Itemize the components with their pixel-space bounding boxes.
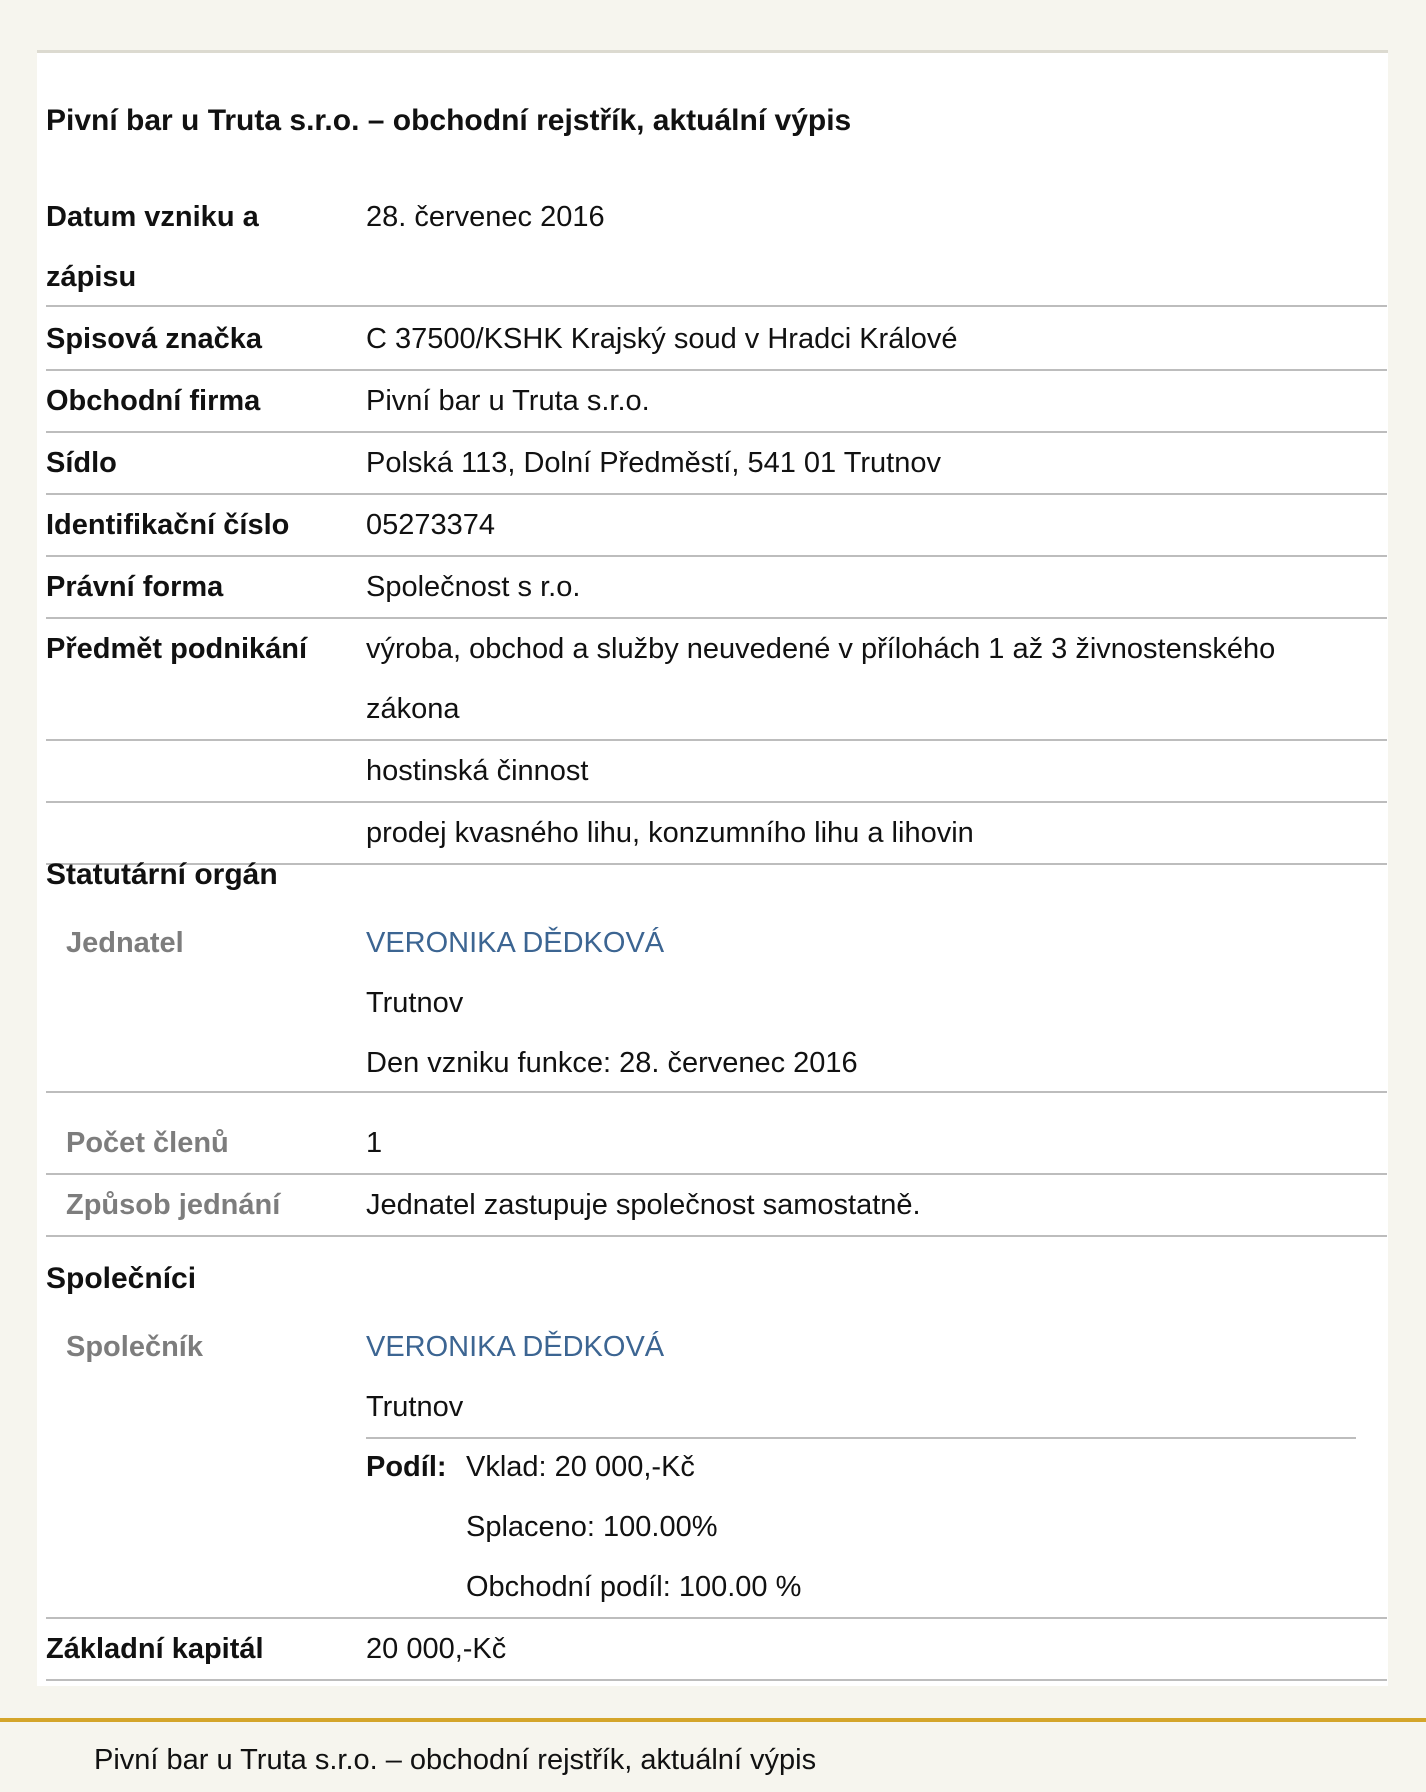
row-label: Předmět podnikání — [46, 633, 308, 665]
row-value: 20 000,-Kč — [366, 1633, 507, 1665]
row-spisova-znacka — [46, 309, 1387, 371]
row-value: 28. červenec 2016 — [366, 201, 605, 233]
section-heading-statutarni-organ: Statutární orgán — [46, 858, 278, 891]
row-spolecnik — [46, 1317, 1387, 1619]
row-label: Obchodní firma — [46, 385, 261, 417]
row-value: 1 — [366, 1127, 383, 1159]
person-city: Trutnov — [366, 987, 464, 1019]
row-value: Společnost s r.o. — [366, 571, 581, 603]
predmet-item-line-cont: zákona — [366, 693, 460, 725]
row-value: Pivní bar u Truta s.r.o. — [366, 385, 650, 417]
row-label: Identifikační číslo — [46, 509, 290, 541]
share-paid: Splaceno: 100.00% — [466, 1511, 718, 1543]
row-label: Počet členů — [66, 1127, 229, 1159]
row-predmet-podnikani — [46, 619, 1387, 741]
row-value: 05273374 — [366, 509, 496, 541]
page-footer — [0, 1718, 1426, 1792]
row-sidlo — [46, 433, 1387, 495]
row-label: Základní kapitál — [46, 1633, 264, 1665]
row-label: Společník — [66, 1331, 203, 1363]
footer-title: Pivní bar u Truta s.r.o. – obchodní rejstřík, aktuální výpis — [94, 1744, 817, 1776]
row-label: Právní forma — [46, 571, 224, 603]
predmet-item-line: výroba, obchod a služby neuvedené v přílohách 1 až 3 živnostenského — [366, 633, 1276, 665]
share-ownership: Obchodní podíl: 100.00 % — [466, 1571, 802, 1603]
row-jednatel — [46, 913, 1387, 1093]
row-label-cont: zápisu — [46, 261, 137, 293]
row-datum-vzniku — [46, 187, 1387, 307]
page-title: Pivní bar u Truta s.r.o. – obchodní rejstřík, aktuální výpis — [46, 104, 852, 137]
row-label: Způsob jednání — [66, 1189, 281, 1221]
row-zpusob-jednani — [46, 1175, 1387, 1237]
row-pravni-forma — [46, 557, 1387, 619]
row-label: Jednatel — [66, 927, 184, 959]
share-deposit: Vklad: 20 000,-Kč — [466, 1451, 695, 1483]
row-value: C 37500/KSHK Krajský soud v Hradci Králové — [366, 323, 958, 355]
person-city: Trutnov — [366, 1391, 464, 1423]
row-value: Jednatel zastupuje společnost samostatně. — [366, 1189, 921, 1221]
row-label: Spisová značka — [46, 323, 262, 355]
row-pocet-clenu — [46, 1113, 1387, 1175]
row-zakladni-kapital — [46, 1619, 1387, 1681]
row-value: Polská 113, Dolní Předměstí, 541 01 Trutnov — [366, 447, 941, 479]
person-link[interactable]: VERONIKA DĚDKOVÁ — [366, 927, 665, 959]
row-label: Datum vzniku a — [46, 201, 259, 233]
function-start-date: Den vzniku funkce: 28. červenec 2016 — [366, 1047, 858, 1079]
predmet-item-line: hostinská činnost — [366, 755, 589, 787]
predmet-item-line: prodej kvasného lihu, konzumního lihu a lihovin — [366, 817, 974, 849]
share-label: Podíl: — [366, 1451, 447, 1483]
person-link[interactable]: VERONIKA DĚDKOVÁ — [366, 1331, 665, 1363]
register-extract-card — [37, 50, 1388, 1686]
row-ico — [46, 495, 1387, 557]
section-heading-spolecnici: Společníci — [46, 1262, 197, 1295]
row-predmet-item — [46, 741, 1387, 803]
row-obchodni-firma — [46, 371, 1387, 433]
row-label: Sídlo — [46, 447, 117, 479]
